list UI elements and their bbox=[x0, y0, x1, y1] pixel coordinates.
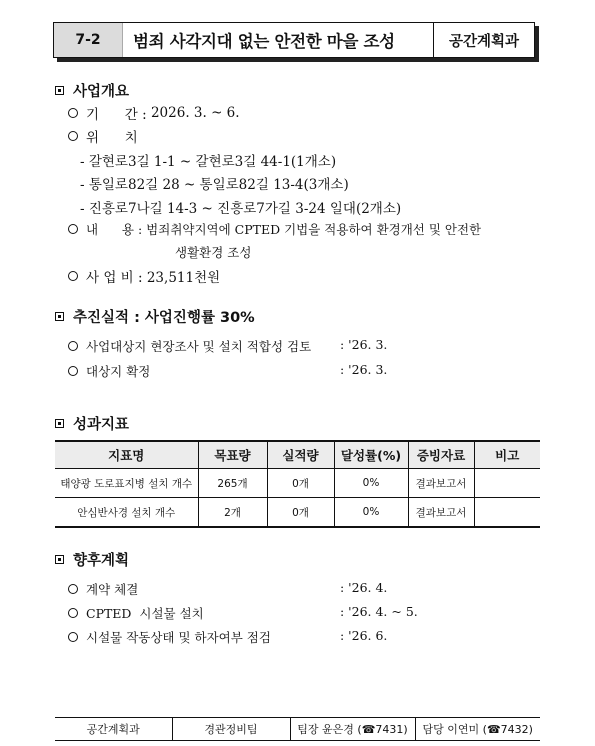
table-cell: 0개 bbox=[267, 498, 334, 528]
table-cell: 결과보고서 bbox=[408, 469, 474, 498]
page-title: 범죄 사각지대 없는 안전한 마을 조성 bbox=[133, 32, 395, 51]
circle-bullet-icon bbox=[68, 584, 78, 594]
footer-dept: 공간계획과 bbox=[55, 718, 172, 741]
banner-box bbox=[53, 22, 535, 58]
table-cell: 안심반사경 설치 개수 bbox=[55, 498, 198, 528]
location-row bbox=[68, 126, 138, 146]
content-text-cont: 생활환경 조성 bbox=[175, 245, 252, 260]
circle-bullet-icon bbox=[68, 224, 78, 234]
department-label: 공간계획과 bbox=[433, 23, 534, 57]
budget-label: 사 업 비 : bbox=[86, 270, 143, 286]
table-cell: 265개 bbox=[198, 469, 267, 498]
circle-bullet-icon bbox=[68, 131, 78, 141]
column-header: 달성률(%) bbox=[334, 441, 408, 469]
table-cell bbox=[474, 469, 540, 498]
progress-item: 대상지 확정 bbox=[68, 362, 150, 380]
table-row bbox=[55, 498, 540, 528]
circle-bullet-icon bbox=[68, 341, 78, 351]
table-cell: 0개 bbox=[267, 469, 334, 498]
plan-date: : '26. 4. bbox=[340, 580, 388, 595]
plan-item: CPTED 시설물 설치 bbox=[68, 604, 204, 622]
column-header: 실적량 bbox=[267, 441, 334, 469]
table-cell: 0% bbox=[334, 498, 408, 528]
circle-bullet-icon bbox=[68, 108, 78, 118]
table-cell: 결과보고서 bbox=[408, 498, 474, 528]
footer-staff: 담당 이연미 (☎7432) bbox=[415, 718, 540, 741]
table-cell: 0% bbox=[334, 469, 408, 498]
plan-item: 계약 체결 bbox=[68, 580, 138, 598]
column-header: 비고 bbox=[474, 441, 540, 469]
section-number: 7-2 bbox=[54, 23, 123, 57]
section-progress-heading: 추진실적 : 사업진행률 30% bbox=[55, 306, 255, 327]
content-text: 범죄취약지역에 CPTED 기법을 적용하여 환경개선 및 안전한 bbox=[146, 222, 482, 237]
contact-footer bbox=[55, 717, 540, 741]
table-cell bbox=[474, 498, 540, 528]
square-bullet-icon bbox=[55, 86, 64, 95]
section-plan-heading: 향후계획 bbox=[55, 549, 129, 570]
period-row bbox=[68, 103, 240, 123]
section-kpi-heading: 성과지표 bbox=[55, 413, 129, 434]
column-header: 목표량 bbox=[198, 441, 267, 469]
circle-bullet-icon bbox=[68, 632, 78, 642]
budget-value: 23,511천원 bbox=[146, 270, 221, 286]
footer-manager: 팀장 윤은경 (☎7431) bbox=[290, 718, 415, 741]
footer-row bbox=[55, 718, 540, 741]
square-bullet-icon bbox=[55, 419, 64, 428]
circle-bullet-icon bbox=[68, 608, 78, 618]
period-label: 기 간 : bbox=[86, 107, 147, 123]
location-item: - 통일로82길 28 ~ 통일로82길 13-4(3개소) bbox=[80, 177, 349, 193]
section-overview-heading: 사업개요 bbox=[55, 80, 129, 101]
column-header: 지표명 bbox=[55, 441, 198, 469]
progress-date: : '26. 3. bbox=[340, 362, 388, 377]
progress-item: 사업대상지 현장조사 및 설치 적합성 검토 bbox=[68, 337, 311, 355]
table-header-row bbox=[55, 441, 540, 469]
plan-date: : '26. 6. bbox=[340, 628, 388, 643]
plan-date: : '26. 4. ~ 5. bbox=[340, 604, 418, 619]
progress-date: : '26. 3. bbox=[340, 337, 388, 352]
footer-team: 경관정비팀 bbox=[172, 718, 290, 741]
table-row bbox=[55, 469, 540, 498]
location-item: - 진흥로7나길 14-3 ~ 진흥로7가길 3-24 일대(2개소) bbox=[80, 201, 402, 217]
title-banner bbox=[53, 22, 539, 62]
kpi-table bbox=[55, 440, 540, 528]
square-bullet-icon bbox=[55, 312, 64, 321]
content-row bbox=[68, 220, 481, 238]
table-cell: 2개 bbox=[198, 498, 267, 528]
plan-item: 시설물 작동상태 및 하자여부 점검 bbox=[68, 628, 271, 646]
location-label: 위 치 bbox=[86, 130, 138, 146]
content-label: 내 용 : bbox=[86, 222, 143, 237]
location-item: - 갈현로3길 1-1 ~ 갈현로3길 44-1(1개소) bbox=[80, 154, 337, 170]
budget-row bbox=[68, 266, 220, 286]
period-value: 2026. 3. ~ 6. bbox=[150, 105, 240, 121]
circle-bullet-icon bbox=[68, 366, 78, 376]
circle-bullet-icon bbox=[68, 271, 78, 281]
column-header: 증빙자료 bbox=[408, 441, 474, 469]
table-cell: 태양광 도로표지병 설치 개수 bbox=[55, 469, 198, 498]
square-bullet-icon bbox=[55, 555, 64, 564]
